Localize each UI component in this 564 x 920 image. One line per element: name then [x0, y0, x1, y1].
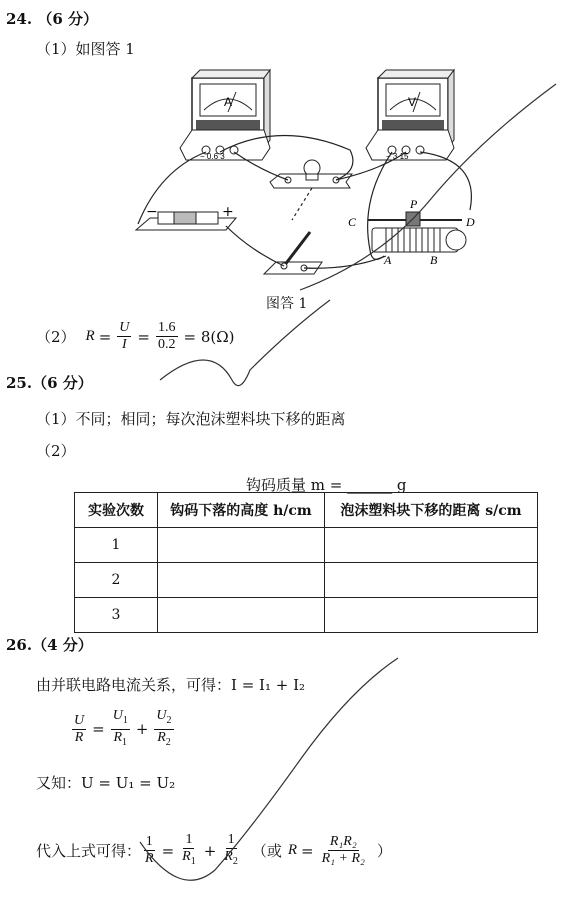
voltmeter [366, 70, 454, 161]
q25-heading: 25.（6 分） [6, 374, 93, 392]
eq2-one-a: 1 [145, 834, 153, 850]
q25-part1: （1）不同；相同；每次泡沫塑料块下移的距离 [36, 410, 346, 428]
table-cell [325, 598, 538, 633]
table-cell [158, 563, 325, 598]
table-cell [325, 528, 538, 563]
formula-numerator: 1.6 [158, 320, 176, 335]
formula-result: = 8(Ω) [183, 327, 235, 346]
q26-line2: 又知：U = U₁ = U₂ [36, 774, 176, 792]
rheostat-label-a: A [384, 253, 392, 267]
eq1-u1: U [112, 708, 123, 723]
table-header-row [75, 493, 538, 528]
eq1-r2: R [157, 729, 166, 745]
q26-equation2: 代入上式可得： $\frac{1}{R}$ = $\frac{1}{R_1}$ + $\frac{1}{R_2}$ （或 R = $\frac{\text{R₁R₂}}{\text{R₁ + R₂}}$ ） [36, 832, 392, 867]
eq1-r: R [74, 729, 84, 745]
q24-part2-formula [36, 320, 235, 353]
rheostat-label-d: D [466, 215, 475, 229]
eq1-sub-1: 1 [122, 714, 128, 726]
table-row [75, 598, 538, 633]
voltmeter-terminals: − 3 15 [386, 152, 409, 161]
circuit-diagram [0, 60, 564, 320]
q26-equation1: $\frac{U}{R}$ = $\frac{U_1}{R_1}$ + $\frac{U_2}{R_2}$ [74, 708, 172, 748]
q26-line3-prefix: 代入上式可得： [36, 842, 142, 861]
q26-line1: 由并联电路电流关系，可得：I = I₁ + I₂ [36, 676, 306, 694]
eq2-one-c: 1 [227, 832, 235, 847]
eq1-sub-2b: 2 [165, 736, 171, 748]
table-header: 泡沫塑料块下移的距离 s/cm [325, 493, 538, 528]
experiment-table [74, 492, 538, 633]
figure-caption: 图答 1 [266, 296, 308, 312]
mass-label: 钩码质量 m = ______ g [246, 476, 407, 494]
eq1-sub-2: 2 [166, 714, 172, 726]
eq2-or: （或 [251, 842, 282, 861]
eq2-close: ） [376, 842, 392, 861]
formula-r: R [85, 328, 95, 344]
eq1-u: U [74, 712, 85, 728]
table-cell: 3 [75, 598, 158, 633]
q24-part2-label: （2） [36, 328, 76, 346]
eq2-r-lhs: R [287, 842, 298, 859]
table-cell [325, 563, 538, 598]
eq1-sub-1b: 1 [122, 736, 128, 748]
eq2-sub-2: 2 [232, 855, 238, 867]
battery [136, 204, 236, 230]
eq1-r1: R [113, 729, 123, 745]
table-cell: 1 [75, 528, 158, 563]
table-header: 钩码下落的高度 h/cm [158, 493, 325, 528]
rheostat-label-b: B [430, 253, 438, 267]
table-row [75, 563, 538, 598]
formula-equals-2: = [137, 327, 150, 346]
battery-minus: − [146, 204, 158, 220]
eq2-denominator: R₁ + R₂ [321, 851, 365, 867]
formula-denominator: 0.2 [158, 337, 176, 352]
q24-heading: 24. （6 分） [6, 10, 98, 28]
eq1-u2: U [156, 708, 167, 723]
table-cell [158, 598, 325, 633]
eq2-one-b: 1 [185, 832, 193, 847]
light-bulb [270, 160, 352, 188]
eq2-r2: R [224, 849, 233, 864]
q24-part1-label: （1）如图答 1 [36, 40, 135, 58]
voltmeter-symbol: V [408, 95, 417, 109]
formula-i: I [122, 337, 127, 352]
q26-heading: 26.（4 分） [6, 636, 93, 654]
formula-equals: = [98, 327, 112, 346]
q25-part2-label: （2） [36, 442, 76, 460]
rheostat-label-c: C [348, 215, 357, 229]
eq2-sub-1: 1 [190, 855, 196, 867]
table-cell [158, 528, 325, 563]
eq2-r1: R [182, 849, 191, 864]
battery-plus: + [222, 204, 234, 220]
formula-u: U [119, 320, 130, 335]
ammeter [180, 70, 270, 161]
eq2-numerator: R₁R₂ [329, 834, 357, 850]
rheostat-label-p: P [410, 197, 418, 211]
ammeter-terminals: − 0.6 3 [200, 152, 225, 161]
table-row [75, 528, 538, 563]
table-header: 实验次数 [75, 493, 158, 528]
table-cell: 2 [75, 563, 158, 598]
eq2-r: R [145, 851, 154, 867]
ammeter-symbol: A [224, 95, 233, 109]
